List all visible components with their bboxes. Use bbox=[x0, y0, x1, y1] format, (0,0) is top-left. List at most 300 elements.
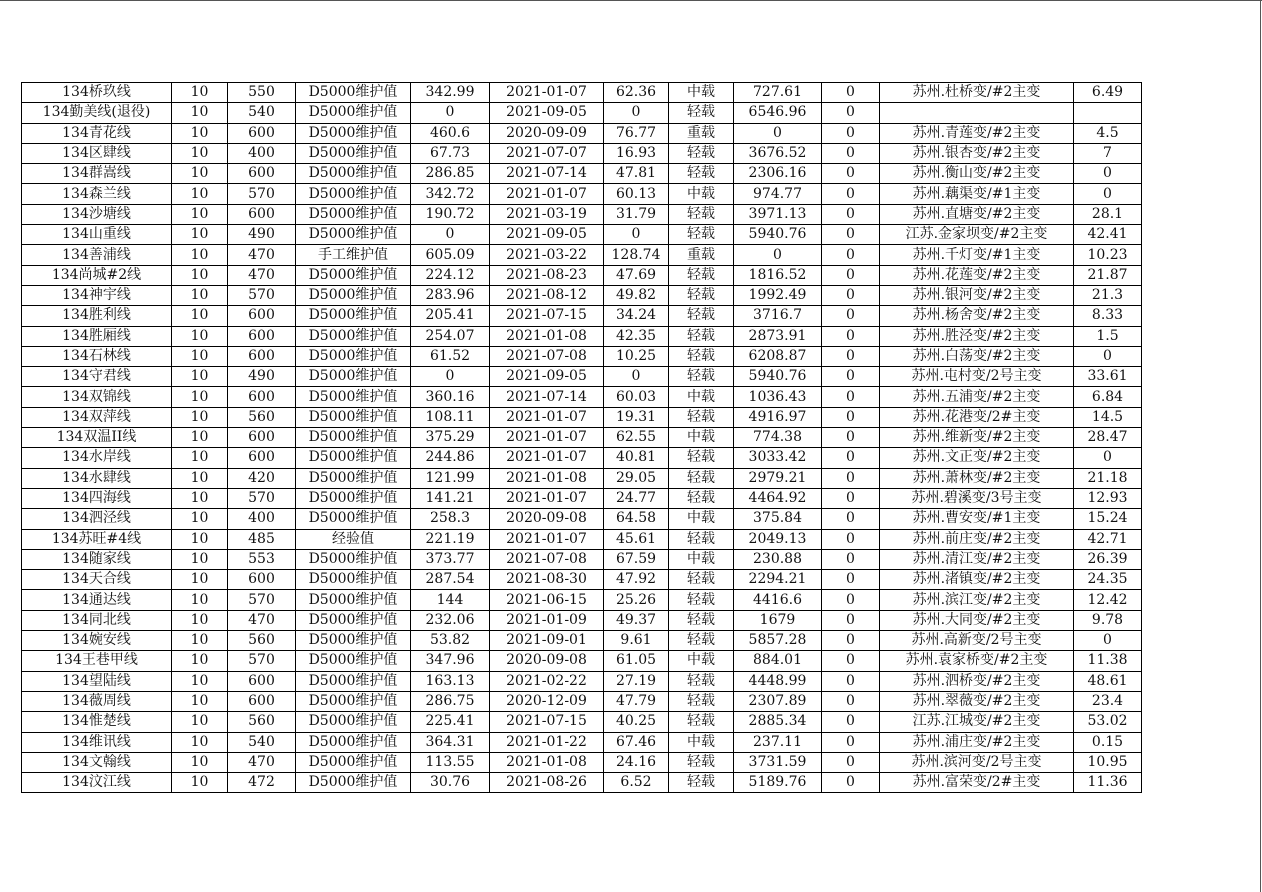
cell-voltage: 10 bbox=[172, 570, 228, 590]
cell-record-date: 2021-01-09 bbox=[490, 610, 604, 630]
cell-transformer-load: 42.71 bbox=[1074, 529, 1142, 549]
cell-rated-current: 560 bbox=[228, 407, 296, 427]
cell-transformer-load: 10.95 bbox=[1074, 752, 1142, 772]
table-row bbox=[22, 225, 1142, 245]
cell-rated-current: 600 bbox=[228, 570, 296, 590]
cell-voltage: 10 bbox=[172, 631, 228, 651]
cell-voltage: 10 bbox=[172, 285, 228, 305]
cell-transformer-load: 10.23 bbox=[1074, 245, 1142, 265]
cell-flag: 0 bbox=[822, 448, 880, 468]
cell-load-level: 轻载 bbox=[669, 610, 734, 630]
cell-load-level: 轻载 bbox=[669, 773, 734, 793]
cell-load-rate: 47.79 bbox=[604, 691, 669, 711]
page-right-border bbox=[1260, 0, 1261, 892]
cell-spare-capacity: 3971.13 bbox=[734, 204, 822, 224]
cell-line-name: 134苏旺#4线 bbox=[22, 529, 172, 549]
cell-record-date: 2021-07-08 bbox=[490, 346, 604, 366]
cell-max-current: 342.99 bbox=[411, 83, 490, 103]
cell-line-name: 134四海线 bbox=[22, 488, 172, 508]
cell-load-rate: 40.25 bbox=[604, 712, 669, 732]
cell-record-date: 2020-09-08 bbox=[490, 651, 604, 671]
cell-load-rate: 62.55 bbox=[604, 428, 669, 448]
table-row bbox=[22, 285, 1142, 305]
cell-max-current: 258.3 bbox=[411, 509, 490, 529]
cell-voltage: 10 bbox=[172, 326, 228, 346]
cell-transformer-load: 8.33 bbox=[1074, 306, 1142, 326]
cell-load-rate: 42.35 bbox=[604, 326, 669, 346]
cell-transformer-load: 21.87 bbox=[1074, 265, 1142, 285]
cell-flag: 0 bbox=[822, 428, 880, 448]
cell-voltage: 10 bbox=[172, 204, 228, 224]
cell-record-date: 2021-01-08 bbox=[490, 468, 604, 488]
cell-spare-capacity: 1036.43 bbox=[734, 387, 822, 407]
cell-flag: 0 bbox=[822, 752, 880, 772]
cell-line-name: 134随家线 bbox=[22, 549, 172, 569]
cell-rated-current: 470 bbox=[228, 265, 296, 285]
cell-transformer-load: 21.3 bbox=[1074, 285, 1142, 305]
cell-spare-capacity: 2306.16 bbox=[734, 164, 822, 184]
cell-load-rate: 61.05 bbox=[604, 651, 669, 671]
cell-value-source: D5000维护值 bbox=[296, 306, 411, 326]
cell-record-date: 2021-03-19 bbox=[490, 204, 604, 224]
cell-record-date: 2021-07-14 bbox=[490, 164, 604, 184]
cell-voltage: 10 bbox=[172, 752, 228, 772]
cell-transformer: 苏州.花港变/2#主变 bbox=[880, 407, 1074, 427]
cell-rated-current: 600 bbox=[228, 428, 296, 448]
cell-rated-current: 485 bbox=[228, 529, 296, 549]
cell-max-current: 375.29 bbox=[411, 428, 490, 448]
cell-line-name: 134维讯线 bbox=[22, 732, 172, 752]
cell-rated-current: 490 bbox=[228, 225, 296, 245]
cell-max-current: 0 bbox=[411, 367, 490, 387]
cell-record-date: 2020-12-09 bbox=[490, 691, 604, 711]
cell-transformer: 江苏.江城变/#2主变 bbox=[880, 712, 1074, 732]
cell-voltage: 10 bbox=[172, 306, 228, 326]
cell-value-source: D5000维护值 bbox=[296, 184, 411, 204]
cell-value-source: 手工维护值 bbox=[296, 245, 411, 265]
cell-line-name: 134通达线 bbox=[22, 590, 172, 610]
cell-record-date: 2020-09-09 bbox=[490, 123, 604, 143]
cell-load-level: 重载 bbox=[669, 245, 734, 265]
cell-rated-current: 470 bbox=[228, 752, 296, 772]
cell-flag: 0 bbox=[822, 509, 880, 529]
cell-line-name: 134桥玖线 bbox=[22, 83, 172, 103]
table-row bbox=[22, 712, 1142, 732]
cell-record-date: 2021-09-01 bbox=[490, 631, 604, 651]
cell-voltage: 10 bbox=[172, 367, 228, 387]
cell-transformer-load: 1.5 bbox=[1074, 326, 1142, 346]
table-row bbox=[22, 346, 1142, 366]
cell-transformer-load: 0 bbox=[1074, 631, 1142, 651]
cell-value-source: D5000维护值 bbox=[296, 509, 411, 529]
cell-voltage: 10 bbox=[172, 773, 228, 793]
cell-spare-capacity: 2873.91 bbox=[734, 326, 822, 346]
cell-flag: 0 bbox=[822, 387, 880, 407]
cell-load-rate: 31.79 bbox=[604, 204, 669, 224]
cell-rated-current: 540 bbox=[228, 103, 296, 123]
cell-voltage: 10 bbox=[172, 651, 228, 671]
cell-flag: 0 bbox=[822, 346, 880, 366]
cell-line-name: 134惟楚线 bbox=[22, 712, 172, 732]
cell-value-source: D5000维护值 bbox=[296, 549, 411, 569]
cell-transformer: 苏州.清江变/#2主变 bbox=[880, 549, 1074, 569]
cell-load-level: 轻载 bbox=[669, 468, 734, 488]
cell-rated-current: 600 bbox=[228, 346, 296, 366]
cell-flag: 0 bbox=[822, 691, 880, 711]
cell-load-level: 中载 bbox=[669, 83, 734, 103]
cell-record-date: 2020-09-08 bbox=[490, 509, 604, 529]
cell-spare-capacity: 5940.76 bbox=[734, 367, 822, 387]
cell-flag: 0 bbox=[822, 225, 880, 245]
cell-flag: 0 bbox=[822, 671, 880, 691]
cell-flag: 0 bbox=[822, 610, 880, 630]
cell-max-current: 373.77 bbox=[411, 549, 490, 569]
cell-transformer: 苏州.滨河变/2号主变 bbox=[880, 752, 1074, 772]
cell-load-rate: 47.81 bbox=[604, 164, 669, 184]
cell-load-rate: 9.61 bbox=[604, 631, 669, 651]
cell-value-source: D5000维护值 bbox=[296, 204, 411, 224]
cell-transformer-load: 7 bbox=[1074, 143, 1142, 163]
cell-record-date: 2021-07-14 bbox=[490, 387, 604, 407]
cell-voltage: 10 bbox=[172, 549, 228, 569]
table-row bbox=[22, 204, 1142, 224]
cell-load-level: 轻载 bbox=[669, 204, 734, 224]
cell-voltage: 10 bbox=[172, 732, 228, 752]
cell-load-rate: 67.46 bbox=[604, 732, 669, 752]
cell-rated-current: 470 bbox=[228, 245, 296, 265]
cell-transformer: 苏州.杜桥变/#2主变 bbox=[880, 83, 1074, 103]
cell-max-current: 205.41 bbox=[411, 306, 490, 326]
cell-load-rate: 24.16 bbox=[604, 752, 669, 772]
table-row bbox=[22, 509, 1142, 529]
cell-flag: 0 bbox=[822, 549, 880, 569]
cell-transformer: 苏州.碧溪变/3号主变 bbox=[880, 488, 1074, 508]
cell-load-rate: 76.77 bbox=[604, 123, 669, 143]
cell-load-level: 轻载 bbox=[669, 488, 734, 508]
cell-transformer-load: 6.84 bbox=[1074, 387, 1142, 407]
cell-record-date: 2021-07-15 bbox=[490, 306, 604, 326]
cell-line-name: 134守君线 bbox=[22, 367, 172, 387]
cell-record-date: 2021-01-07 bbox=[490, 448, 604, 468]
cell-load-level: 轻载 bbox=[669, 346, 734, 366]
cell-flag: 0 bbox=[822, 712, 880, 732]
cell-line-name: 134沙塘线 bbox=[22, 204, 172, 224]
cell-load-rate: 19.31 bbox=[604, 407, 669, 427]
cell-value-source: D5000维护值 bbox=[296, 488, 411, 508]
cell-value-source: D5000维护值 bbox=[296, 651, 411, 671]
cell-spare-capacity: 974.77 bbox=[734, 184, 822, 204]
cell-rated-current: 600 bbox=[228, 448, 296, 468]
cell-spare-capacity: 3716.7 bbox=[734, 306, 822, 326]
cell-voltage: 10 bbox=[172, 83, 228, 103]
cell-spare-capacity: 0 bbox=[734, 123, 822, 143]
cell-max-current: 254.07 bbox=[411, 326, 490, 346]
cell-load-rate: 10.25 bbox=[604, 346, 669, 366]
cell-line-name: 134双萍线 bbox=[22, 407, 172, 427]
cell-max-current: 108.11 bbox=[411, 407, 490, 427]
cell-line-name: 134神宇线 bbox=[22, 285, 172, 305]
cell-voltage: 10 bbox=[172, 468, 228, 488]
cell-value-source: D5000维护值 bbox=[296, 143, 411, 163]
cell-record-date: 2021-01-07 bbox=[490, 184, 604, 204]
cell-value-source: D5000维护值 bbox=[296, 590, 411, 610]
cell-record-date: 2021-01-08 bbox=[490, 752, 604, 772]
cell-load-rate: 49.37 bbox=[604, 610, 669, 630]
cell-max-current: 460.6 bbox=[411, 123, 490, 143]
cell-spare-capacity: 5189.76 bbox=[734, 773, 822, 793]
cell-flag: 0 bbox=[822, 570, 880, 590]
cell-transformer-load bbox=[1074, 103, 1142, 123]
cell-load-level: 中载 bbox=[669, 428, 734, 448]
cell-rated-current: 490 bbox=[228, 367, 296, 387]
cell-line-name: 134胜利线 bbox=[22, 306, 172, 326]
table-row bbox=[22, 610, 1142, 630]
cell-record-date: 2021-07-07 bbox=[490, 143, 604, 163]
cell-line-name: 134尚城#2线 bbox=[22, 265, 172, 285]
cell-rated-current: 600 bbox=[228, 671, 296, 691]
cell-value-source: D5000维护值 bbox=[296, 448, 411, 468]
cell-transformer-load: 0 bbox=[1074, 164, 1142, 184]
cell-spare-capacity: 2307.89 bbox=[734, 691, 822, 711]
cell-max-current: 232.06 bbox=[411, 610, 490, 630]
cell-flag: 0 bbox=[822, 123, 880, 143]
table-row bbox=[22, 732, 1142, 752]
cell-load-rate: 67.59 bbox=[604, 549, 669, 569]
cell-line-name: 134婉安线 bbox=[22, 631, 172, 651]
cell-load-rate: 27.19 bbox=[604, 671, 669, 691]
cell-spare-capacity: 1679 bbox=[734, 610, 822, 630]
cell-max-current: 121.99 bbox=[411, 468, 490, 488]
cell-transformer: 苏州.富荣变/2#主变 bbox=[880, 773, 1074, 793]
cell-voltage: 10 bbox=[172, 123, 228, 143]
cell-transformer-load: 12.42 bbox=[1074, 590, 1142, 610]
cell-spare-capacity: 4464.92 bbox=[734, 488, 822, 508]
cell-max-current: 342.72 bbox=[411, 184, 490, 204]
cell-load-level: 中载 bbox=[669, 387, 734, 407]
cell-max-current: 286.75 bbox=[411, 691, 490, 711]
cell-transformer: 苏州.维新变/#2主变 bbox=[880, 428, 1074, 448]
table-row bbox=[22, 651, 1142, 671]
cell-load-level: 轻载 bbox=[669, 671, 734, 691]
cell-spare-capacity: 4448.99 bbox=[734, 671, 822, 691]
cell-value-source: 经验值 bbox=[296, 529, 411, 549]
cell-max-current: 53.82 bbox=[411, 631, 490, 651]
cell-load-level: 轻载 bbox=[669, 712, 734, 732]
cell-value-source: D5000维护值 bbox=[296, 83, 411, 103]
cell-spare-capacity: 2979.21 bbox=[734, 468, 822, 488]
cell-line-name: 134山重线 bbox=[22, 225, 172, 245]
cell-transformer-load: 0 bbox=[1074, 184, 1142, 204]
cell-transformer: 苏州.前庄变/#2主变 bbox=[880, 529, 1074, 549]
cell-flag: 0 bbox=[822, 285, 880, 305]
cell-record-date: 2021-01-08 bbox=[490, 326, 604, 346]
cell-transformer: 苏州.花莲变/#2主变 bbox=[880, 265, 1074, 285]
cell-transformer: 苏州.千灯变/#1主变 bbox=[880, 245, 1074, 265]
cell-rated-current: 600 bbox=[228, 306, 296, 326]
cell-transformer: 苏州.银杏变/#2主变 bbox=[880, 143, 1074, 163]
cell-max-current: 61.52 bbox=[411, 346, 490, 366]
table-row bbox=[22, 691, 1142, 711]
cell-rated-current: 570 bbox=[228, 184, 296, 204]
cell-rated-current: 540 bbox=[228, 732, 296, 752]
cell-flag: 0 bbox=[822, 265, 880, 285]
cell-record-date: 2021-01-22 bbox=[490, 732, 604, 752]
cell-rated-current: 550 bbox=[228, 83, 296, 103]
cell-load-level: 轻载 bbox=[669, 306, 734, 326]
table-row bbox=[22, 549, 1142, 569]
cell-transformer-load: 14.5 bbox=[1074, 407, 1142, 427]
cell-voltage: 10 bbox=[172, 509, 228, 529]
cell-spare-capacity: 6208.87 bbox=[734, 346, 822, 366]
cell-spare-capacity: 4416.6 bbox=[734, 590, 822, 610]
table-row bbox=[22, 184, 1142, 204]
cell-transformer: 苏州.胜泾变/#2主变 bbox=[880, 326, 1074, 346]
cell-value-source: D5000维护值 bbox=[296, 326, 411, 346]
cell-line-name: 134王巷甲线 bbox=[22, 651, 172, 671]
cell-value-source: D5000维护值 bbox=[296, 225, 411, 245]
cell-load-rate: 24.77 bbox=[604, 488, 669, 508]
cell-value-source: D5000维护值 bbox=[296, 691, 411, 711]
cell-transformer: 苏州.银河变/#2主变 bbox=[880, 285, 1074, 305]
cell-spare-capacity: 5940.76 bbox=[734, 225, 822, 245]
cell-spare-capacity: 5857.28 bbox=[734, 631, 822, 651]
cell-transformer-load: 21.18 bbox=[1074, 468, 1142, 488]
cell-value-source: D5000维护值 bbox=[296, 732, 411, 752]
table-row bbox=[22, 570, 1142, 590]
table-row bbox=[22, 773, 1142, 793]
cell-load-level: 重载 bbox=[669, 123, 734, 143]
cell-record-date: 2021-09-05 bbox=[490, 103, 604, 123]
table-row bbox=[22, 123, 1142, 143]
cell-line-name: 134汶江线 bbox=[22, 773, 172, 793]
cell-rated-current: 600 bbox=[228, 691, 296, 711]
cell-flag: 0 bbox=[822, 651, 880, 671]
cell-load-rate: 25.26 bbox=[604, 590, 669, 610]
cell-spare-capacity: 2294.21 bbox=[734, 570, 822, 590]
cell-spare-capacity: 1992.49 bbox=[734, 285, 822, 305]
cell-voltage: 10 bbox=[172, 225, 228, 245]
cell-max-current: 244.86 bbox=[411, 448, 490, 468]
cell-transformer: 苏州.泗桥变/#2主变 bbox=[880, 671, 1074, 691]
cell-flag: 0 bbox=[822, 367, 880, 387]
cell-flag: 0 bbox=[822, 732, 880, 752]
cell-transformer-load: 28.1 bbox=[1074, 204, 1142, 224]
cell-transformer-load: 0 bbox=[1074, 448, 1142, 468]
cell-voltage: 10 bbox=[172, 488, 228, 508]
cell-rated-current: 400 bbox=[228, 143, 296, 163]
cell-max-current: 286.85 bbox=[411, 164, 490, 184]
cell-rated-current: 400 bbox=[228, 509, 296, 529]
cell-load-rate: 60.13 bbox=[604, 184, 669, 204]
table-row bbox=[22, 143, 1142, 163]
page-top-border bbox=[0, 0, 1262, 1]
cell-line-name: 134天合线 bbox=[22, 570, 172, 590]
cell-value-source: D5000维护值 bbox=[296, 285, 411, 305]
table-row bbox=[22, 387, 1142, 407]
cell-max-current: 605.09 bbox=[411, 245, 490, 265]
cell-flag: 0 bbox=[822, 773, 880, 793]
cell-record-date: 2021-07-15 bbox=[490, 712, 604, 732]
cell-value-source: D5000维护值 bbox=[296, 468, 411, 488]
cell-load-rate: 45.61 bbox=[604, 529, 669, 549]
cell-max-current: 0 bbox=[411, 103, 490, 123]
cell-flag: 0 bbox=[822, 245, 880, 265]
cell-transformer: 苏州.滨江变/#2主变 bbox=[880, 590, 1074, 610]
cell-line-name: 134青花线 bbox=[22, 123, 172, 143]
cell-value-source: D5000维护值 bbox=[296, 773, 411, 793]
cell-voltage: 10 bbox=[172, 184, 228, 204]
cell-spare-capacity: 3676.52 bbox=[734, 143, 822, 163]
cell-max-current: 221.19 bbox=[411, 529, 490, 549]
cell-transformer: 苏州.高新变/2号主变 bbox=[880, 631, 1074, 651]
table-row bbox=[22, 529, 1142, 549]
table-row bbox=[22, 407, 1142, 427]
cell-rated-current: 560 bbox=[228, 712, 296, 732]
table-row bbox=[22, 367, 1142, 387]
cell-voltage: 10 bbox=[172, 529, 228, 549]
cell-voltage: 10 bbox=[172, 712, 228, 732]
cell-max-current: 347.96 bbox=[411, 651, 490, 671]
table-row bbox=[22, 428, 1142, 448]
cell-transformer: 江苏.金家坝变/#2主变 bbox=[880, 225, 1074, 245]
cell-max-current: 364.31 bbox=[411, 732, 490, 752]
cell-spare-capacity: 2885.34 bbox=[734, 712, 822, 732]
cell-transformer-load: 4.5 bbox=[1074, 123, 1142, 143]
cell-line-name: 134望陆线 bbox=[22, 671, 172, 691]
cell-record-date: 2021-08-12 bbox=[490, 285, 604, 305]
cell-voltage: 10 bbox=[172, 143, 228, 163]
cell-flag: 0 bbox=[822, 407, 880, 427]
cell-spare-capacity: 237.11 bbox=[734, 732, 822, 752]
cell-spare-capacity: 0 bbox=[734, 245, 822, 265]
cell-rated-current: 570 bbox=[228, 590, 296, 610]
cell-max-current: 190.72 bbox=[411, 204, 490, 224]
cell-rated-current: 470 bbox=[228, 610, 296, 630]
cell-value-source: D5000维护值 bbox=[296, 164, 411, 184]
cell-transformer: 苏州.曹安变/#1主变 bbox=[880, 509, 1074, 529]
cell-rated-current: 560 bbox=[228, 631, 296, 651]
cell-spare-capacity: 1816.52 bbox=[734, 265, 822, 285]
cell-voltage: 10 bbox=[172, 691, 228, 711]
cell-max-current: 360.16 bbox=[411, 387, 490, 407]
cell-record-date: 2021-08-30 bbox=[490, 570, 604, 590]
cell-load-rate: 128.74 bbox=[604, 245, 669, 265]
cell-voltage: 10 bbox=[172, 245, 228, 265]
cell-line-name: 134区肆线 bbox=[22, 143, 172, 163]
cell-voltage: 10 bbox=[172, 428, 228, 448]
cell-transformer: 苏州.杨舍变/#2主变 bbox=[880, 306, 1074, 326]
cell-rated-current: 420 bbox=[228, 468, 296, 488]
table-row bbox=[22, 83, 1142, 103]
cell-value-source: D5000维护值 bbox=[296, 123, 411, 143]
cell-load-rate: 0 bbox=[604, 367, 669, 387]
cell-load-rate: 0 bbox=[604, 225, 669, 245]
cell-value-source: D5000维护值 bbox=[296, 407, 411, 427]
cell-voltage: 10 bbox=[172, 265, 228, 285]
cell-flag: 0 bbox=[822, 590, 880, 610]
cell-transformer-load: 6.49 bbox=[1074, 83, 1142, 103]
cell-load-level: 轻载 bbox=[669, 143, 734, 163]
cell-spare-capacity: 3033.42 bbox=[734, 448, 822, 468]
cell-spare-capacity: 2049.13 bbox=[734, 529, 822, 549]
cell-transformer: 苏州.衡山变/#2主变 bbox=[880, 164, 1074, 184]
cell-max-current: 283.96 bbox=[411, 285, 490, 305]
cell-load-rate: 47.92 bbox=[604, 570, 669, 590]
cell-value-source: D5000维护值 bbox=[296, 428, 411, 448]
cell-record-date: 2021-01-07 bbox=[490, 529, 604, 549]
cell-spare-capacity: 6546.96 bbox=[734, 103, 822, 123]
cell-transformer: 苏州.屯村变/2号主变 bbox=[880, 367, 1074, 387]
